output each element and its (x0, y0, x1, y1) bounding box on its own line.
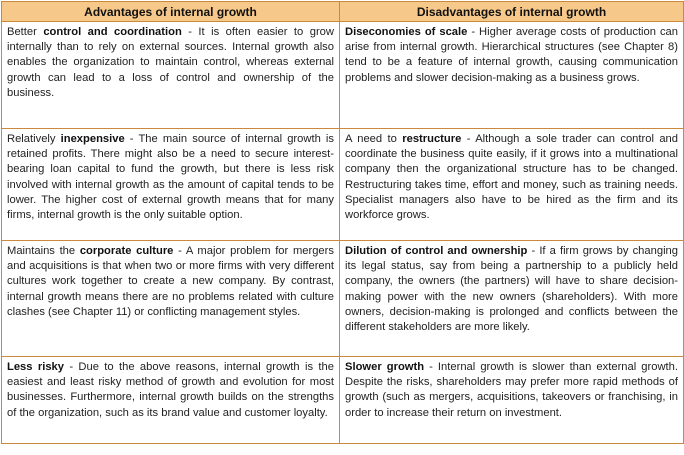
cell-term: control and coordination (43, 26, 182, 38)
header-disadvantages: Disadvantages of internal growth (340, 2, 684, 22)
cell-term: Dilution of control and ownership (345, 245, 528, 257)
growth-comparison-table (1, 1, 684, 444)
advantage-cell (2, 357, 340, 444)
cell-text-post: - It is often easier to grow internally than to rely on external sources. Internal growth also enables the organization to maintain control, whereas external growth can lead to a loss of control and ownership of the business. (7, 26, 334, 99)
cell-text-pre: A need to (345, 133, 403, 145)
cell-text-pre: Maintains the (7, 245, 80, 257)
table-row (2, 22, 684, 129)
disadvantage-cell (340, 357, 684, 444)
cell-text-post: - Due to the above reasons, internal growth is the easiest and least risky method of growth and evolution for most businesses. Furthermore, internal growth builds on the strengths of the organization, such as its brand value and customer loyalty. (7, 361, 334, 419)
disadvantage-cell (340, 22, 684, 129)
cell-text-pre: Better (7, 26, 44, 38)
header-advantages: Advantages of internal growth (2, 2, 340, 22)
cell-text-post: - The main source of internal growth is retained profits. There might also be a need to secure interest-bearing loan capital to fund the growth, but there is less risk involved with internal growth as the amount of capital tends to be lower. The higher cost of external growth means that for many firms, internal growth is the only suitable option. (7, 133, 334, 222)
cell-term: Diseconomies of scale (345, 26, 468, 38)
cell-text-post: - A major problem for mergers and acquisitions is that when two or more firms with very different cultures work together to create a new company. By contrast, internal growth means there are no problems related with culture clashes (see Chapter 11) or conflicting management styles. (7, 245, 334, 318)
cell-term: Less risky (7, 361, 64, 373)
table-row (2, 129, 684, 241)
advantage-cell (2, 22, 340, 129)
table-row (2, 357, 684, 444)
cell-text-post: - Although a sole trader can control and coordinate the business quite easily, if it grows into a multinational company then the organizational structure has to be changed. Restructuring takes time, effort and money, such as training needs. Specialist managers also have to be hired as the firm and its workforce grows. (345, 133, 678, 222)
disadvantage-cell (340, 129, 684, 241)
cell-text-post: - Higher average costs of production can arise from internal growth. Hierarchical structures (see Chapter 8) tend to be a feature of internal growth, causing communication problems and slower decision-making as a business grows. (345, 26, 678, 84)
cell-term: restructure (402, 133, 462, 145)
cell-term: corporate culture (79, 245, 174, 257)
table-row (2, 241, 684, 357)
cell-term: Slower growth (345, 361, 425, 373)
advantage-cell (2, 129, 340, 241)
disadvantage-cell (340, 241, 684, 357)
cell-text-pre: Relatively (7, 133, 61, 145)
cell-text-post: - Internal growth is slower than external growth. Despite the risks, shareholders may prefer more rapid methods of growth (such as mergers, acquisitions, takeovers or franchising, in order to increase their return on investment. (345, 361, 678, 419)
advantage-cell (2, 241, 340, 357)
cell-term: inexpensive (60, 133, 125, 145)
header-row (2, 2, 684, 22)
cell-text-post: - If a firm grows by changing its legal status, say from being a partnership to a publicly held company, the owners (the partners) will have to share decision-making power with the new owners (shareholders). With more owners, decision-making is prolonged and conflicts between the different stakeholders are more likely. (345, 245, 678, 334)
